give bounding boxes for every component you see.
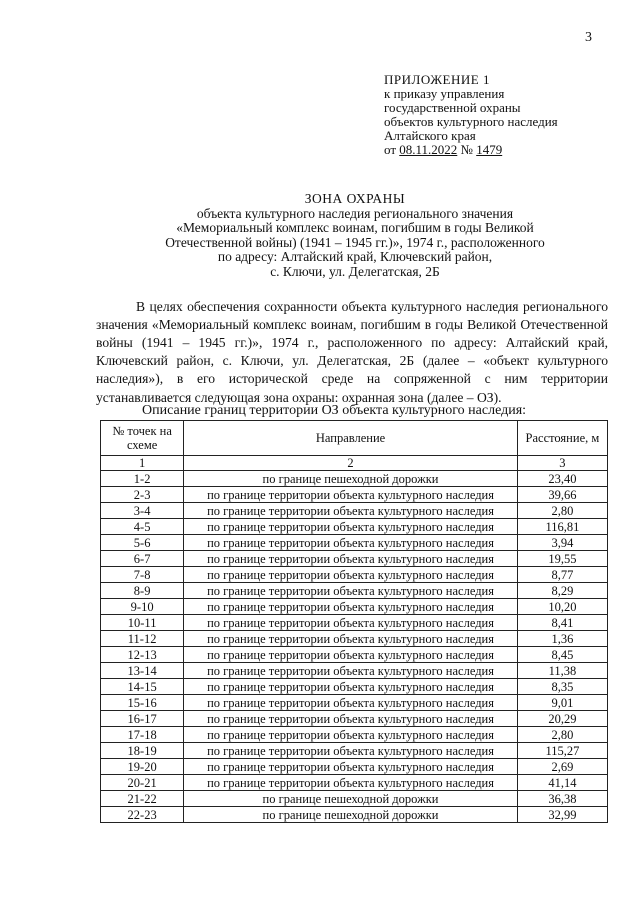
cell-direction: по границе территории объекта культурного наследия <box>184 503 518 519</box>
cell-points: 1-2 <box>101 471 184 487</box>
header-direction: Направление <box>184 421 518 456</box>
table-row <box>101 503 608 519</box>
cell-points: 6-7 <box>101 551 184 567</box>
cell-points: 4-5 <box>101 519 184 535</box>
cell-points: 2-3 <box>101 487 184 503</box>
table-row <box>101 631 608 647</box>
cell-distance: 8,29 <box>517 583 607 599</box>
cell-direction: по границе территории объекта культурного наследия <box>184 535 518 551</box>
table-row <box>101 471 608 487</box>
cell-distance: 8,41 <box>517 615 607 631</box>
table-row <box>101 615 608 631</box>
cell-distance: 2,80 <box>517 727 607 743</box>
cell-points: 11-12 <box>101 631 184 647</box>
cell-distance: 116,81 <box>517 519 607 535</box>
cell-points: 18-19 <box>101 743 184 759</box>
table-row <box>101 679 608 695</box>
appendix-line: Алтайского края <box>384 128 476 143</box>
cell-direction: по границе территории объекта культурного наследия <box>184 583 518 599</box>
table-row <box>101 759 608 775</box>
cell-distance: 2,80 <box>517 503 607 519</box>
table-row <box>101 551 608 567</box>
order-line <box>384 143 558 157</box>
appendix-line: объектов культурного наследия <box>384 114 558 129</box>
cell-points: 17-18 <box>101 727 184 743</box>
cell-points: 9-10 <box>101 599 184 615</box>
header-distance: Расстояние, м <box>517 421 607 456</box>
cell-points: 21-22 <box>101 791 184 807</box>
cell-distance: 36,38 <box>517 791 607 807</box>
zone-subtitle-line: объекта культурного наследия регионального значения <box>196 205 514 221</box>
borders-table <box>100 420 608 823</box>
cell-direction: по границе территории объекта культурного наследия <box>184 615 518 631</box>
cell-points: 15-16 <box>101 695 184 711</box>
cell-distance: 8,45 <box>517 647 607 663</box>
cell-direction: по границе территории объекта культурного наследия <box>184 631 518 647</box>
table-row <box>101 727 608 743</box>
appendix-line: государственной охраны <box>384 100 521 115</box>
cell-points: 5-6 <box>101 535 184 551</box>
column-number: 1 <box>101 456 184 471</box>
cell-points: 22-23 <box>101 807 184 823</box>
cell-direction: по границе пешеходной дорожки <box>184 791 518 807</box>
cell-points: 19-20 <box>101 759 184 775</box>
table-row <box>101 519 608 535</box>
zone-title: ЗОНА ОХРАНЫ <box>304 191 406 206</box>
cell-direction: по границе территории объекта культурного наследия <box>184 487 518 503</box>
appendix-title: ПРИЛОЖЕНИЕ 1 <box>384 72 490 87</box>
cell-points: 10-11 <box>101 615 184 631</box>
cell-points: 13-14 <box>101 663 184 679</box>
cell-distance: 41,14 <box>517 775 607 791</box>
page-number: 3 <box>585 30 592 45</box>
table-row <box>101 743 608 759</box>
cell-points: 14-15 <box>101 679 184 695</box>
table-row <box>101 695 608 711</box>
table-row <box>101 791 608 807</box>
cell-direction: по границе территории объекта культурного наследия <box>184 663 518 679</box>
cell-distance: 9,01 <box>517 695 607 711</box>
cell-direction: по границе территории объекта культурного наследия <box>184 727 518 743</box>
column-number: 2 <box>184 456 518 471</box>
table-row <box>101 807 608 823</box>
cell-points: 7-8 <box>101 567 184 583</box>
order-number: 1479 <box>476 142 503 157</box>
cell-points: 3-4 <box>101 503 184 519</box>
cell-direction: по границе территории объекта культурного наследия <box>184 679 518 695</box>
zone-subtitle-line: Отечественной войны) (1941 – 1945 гг.)», 1974 г., расположенного <box>165 234 545 250</box>
table-row <box>101 583 608 599</box>
cell-direction: по границе территории объекта культурного наследия <box>184 599 518 615</box>
cell-direction: по границе территории объекта культурного наследия <box>184 519 518 535</box>
cell-direction: по границе пешеходной дорожки <box>184 807 518 823</box>
header-point: № точек на схеме <box>101 421 184 456</box>
table-caption: Описание границ территории ОЗ объекта культурного наследия: <box>142 403 527 418</box>
cell-distance: 115,27 <box>517 743 607 759</box>
cell-points: 20-21 <box>101 775 184 791</box>
table-row <box>101 599 608 615</box>
order-prefix: от <box>384 142 397 157</box>
table-header-row <box>101 421 608 456</box>
cell-direction: по границе пешеходной дорожки <box>184 471 518 487</box>
cell-distance: 8,77 <box>517 567 607 583</box>
cell-distance: 19,55 <box>517 551 607 567</box>
cell-points: 8-9 <box>101 583 184 599</box>
column-number: 3 <box>517 456 607 471</box>
cell-distance: 32,99 <box>517 807 607 823</box>
column-number-row <box>101 456 608 471</box>
appendix-line: к приказу управления <box>384 86 505 101</box>
table-row <box>101 711 608 727</box>
table-row <box>101 535 608 551</box>
order-number-sign: № <box>460 142 473 157</box>
body-paragraph: В целях обеспечения сохранности объекта культурного наследия регионального значения «Мемориальный комплекс воинам, погибшим в годы Великой Отечественной войны (1941 – 1945 гг.)», 1974 г., расположенного по адресу: Алтайский край, Ключевский район, с. Ключи, ул. Делегатская, 2Б (далее – «объект культурного наследия»), в его исторической среде на сопряженной с ним территории устанавливается следующая зона охраны: охранная зона (далее – ОЗ). <box>96 298 608 405</box>
cell-points: 12-13 <box>101 647 184 663</box>
table-row <box>101 487 608 503</box>
zone-subtitle-line: с. Ключи, ул. Делегатская, 2Б <box>270 263 440 279</box>
zone-subtitle-line: «Мемориальный комплекс воинам, погибшим в годы Великой <box>176 220 534 236</box>
cell-distance: 8,35 <box>517 679 607 695</box>
table-row <box>101 775 608 791</box>
cell-distance: 1,36 <box>517 631 607 647</box>
cell-distance: 39,66 <box>517 487 607 503</box>
cell-direction: по границе территории объекта культурного наследия <box>184 711 518 727</box>
cell-direction: по границе территории объекта культурного наследия <box>184 743 518 759</box>
cell-distance: 20,29 <box>517 711 607 727</box>
cell-direction: по границе территории объекта культурного наследия <box>184 567 518 583</box>
table-row <box>101 663 608 679</box>
cell-direction: по границе территории объекта культурного наследия <box>184 695 518 711</box>
cell-distance: 10,20 <box>517 599 607 615</box>
cell-distance: 2,69 <box>517 759 607 775</box>
cell-direction: по границе территории объекта культурного наследия <box>184 759 518 775</box>
table-body <box>101 471 608 823</box>
cell-points: 16-17 <box>101 711 184 727</box>
zone-heading <box>60 192 640 280</box>
cell-distance: 3,94 <box>517 535 607 551</box>
appendix-block <box>384 73 558 157</box>
cell-direction: по границе территории объекта культурного наследия <box>184 647 518 663</box>
cell-direction: по границе территории объекта культурного наследия <box>184 775 518 791</box>
cell-distance: 11,38 <box>517 663 607 679</box>
table-row <box>101 567 608 583</box>
table-row <box>101 647 608 663</box>
order-date: 08.11.2022 <box>399 142 458 157</box>
zone-subtitle-line: по адресу: Алтайский край, Ключевский район, <box>217 249 493 265</box>
cell-distance: 23,40 <box>517 471 607 487</box>
cell-direction: по границе территории объекта культурного наследия <box>184 551 518 567</box>
